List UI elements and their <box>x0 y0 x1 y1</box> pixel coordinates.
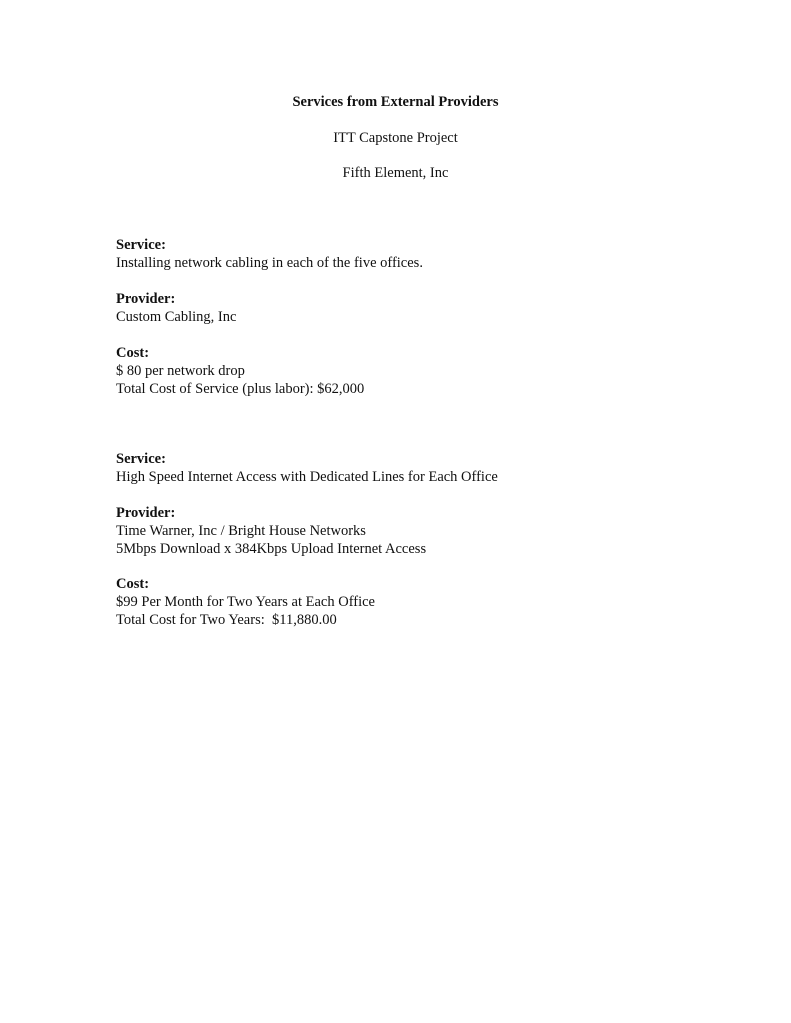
service-label: Service: <box>116 451 166 467</box>
cost-line: Total Cost for Two Years: $11,880.00 <box>116 612 337 628</box>
provider-label: Provider: <box>116 291 176 307</box>
entry-1-cost-block <box>116 344 736 398</box>
cost-line: Total Cost of Service (plus labor): $62,000 <box>116 381 365 397</box>
company-name: Fifth Element, Inc <box>342 165 449 181</box>
entry-2-cost-block <box>116 575 736 629</box>
cost-label: Cost: <box>116 576 150 592</box>
service-description: Installing network cabling in each of the five offices. <box>116 255 423 271</box>
cost-line: $ 80 per network drop <box>116 363 245 379</box>
entry-2-provider-block <box>116 504 736 558</box>
provider-label: Provider: <box>116 505 176 521</box>
document-title: Services from External Providers <box>292 94 499 110</box>
cost-line: $99 Per Month for Two Years at Each Office <box>116 594 375 610</box>
entry-1-service-block <box>116 236 736 272</box>
provider-line: 5Mbps Download x 384Kbps Upload Internet Access <box>116 541 427 557</box>
service-description: High Speed Internet Access with Dedicated Lines for Each Office <box>116 469 498 485</box>
service-label: Service: <box>116 237 166 253</box>
provider-line: Custom Cabling, Inc <box>116 309 237 325</box>
project-name: ITT Capstone Project <box>333 130 458 146</box>
provider-line: Time Warner, Inc / Bright House Networks <box>116 523 366 539</box>
entry-2-service-block <box>116 450 736 486</box>
cost-label: Cost: <box>116 345 150 361</box>
entry-1-provider-block <box>116 290 736 326</box>
